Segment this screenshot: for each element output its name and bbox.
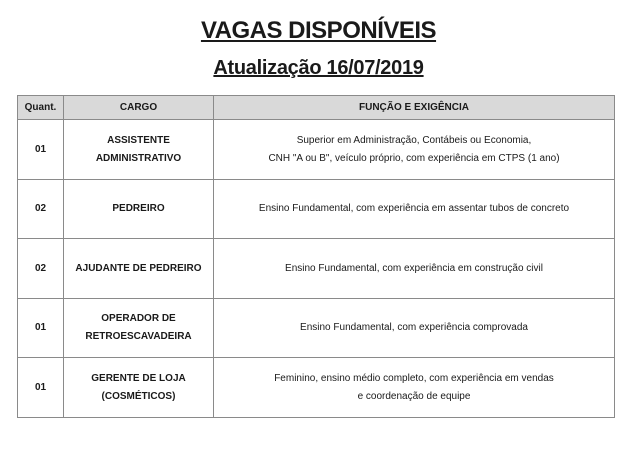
funcao-line: e coordenação de equipe — [357, 390, 471, 402]
funcao-line: Ensino Fundamental, com experiência em construção civil — [285, 262, 543, 274]
funcao-cell — [214, 120, 615, 180]
quant-cell: 01 — [18, 120, 64, 180]
funcao-cell — [214, 239, 615, 299]
quant-cell: 01 — [18, 358, 64, 418]
table-row — [18, 358, 615, 418]
header-funcao: FUNÇÃO E EXIGÊNCIA — [214, 96, 615, 120]
header-cargo: CARGO — [64, 96, 214, 120]
funcao-line: Ensino Fundamental, com experiência comprovada — [300, 322, 528, 333]
funcao-line: Ensino Fundamental, com experiência em assentar tubos de concreto — [258, 203, 570, 214]
funcao-cell — [214, 180, 615, 239]
page-title: VAGAS DISPONÍVEIS — [200, 17, 437, 44]
funcao-line: Feminino, ensino médio completo, com experiência em vendas — [274, 372, 554, 384]
table-row — [18, 299, 615, 358]
quant-cell: 02 — [18, 180, 64, 239]
quant-cell: 02 — [18, 239, 64, 299]
table-row — [18, 239, 615, 299]
update-date: Atualização 16/07/2019 — [213, 57, 424, 79]
funcao-line: Superior em Administração, Contábeis ou Economia, — [296, 134, 532, 146]
cargo-cell: GERENTE DE LOJA (COSMÉTICOS) — [64, 358, 214, 418]
header-quant: Quant. — [18, 96, 64, 120]
funcao-cell — [214, 358, 615, 418]
cargo-cell: ASSISTENTE ADMINISTRATIVO — [64, 120, 214, 180]
table-row — [18, 180, 615, 239]
funcao-cell — [214, 299, 615, 358]
cargo-cell: OPERADOR DE RETROESCAVADEIRA — [64, 299, 214, 358]
cargo-cell: PEDREIRO — [64, 180, 214, 239]
job-openings-table — [17, 95, 615, 418]
table-row — [18, 120, 615, 180]
funcao-line: CNH "A ou B", veículo próprio, com experiência em CTPS (1 ano) — [268, 152, 560, 164]
table-header-row — [18, 96, 615, 120]
quant-cell: 01 — [18, 299, 64, 358]
cargo-cell: AJUDANTE DE PEDREIRO — [64, 239, 214, 299]
